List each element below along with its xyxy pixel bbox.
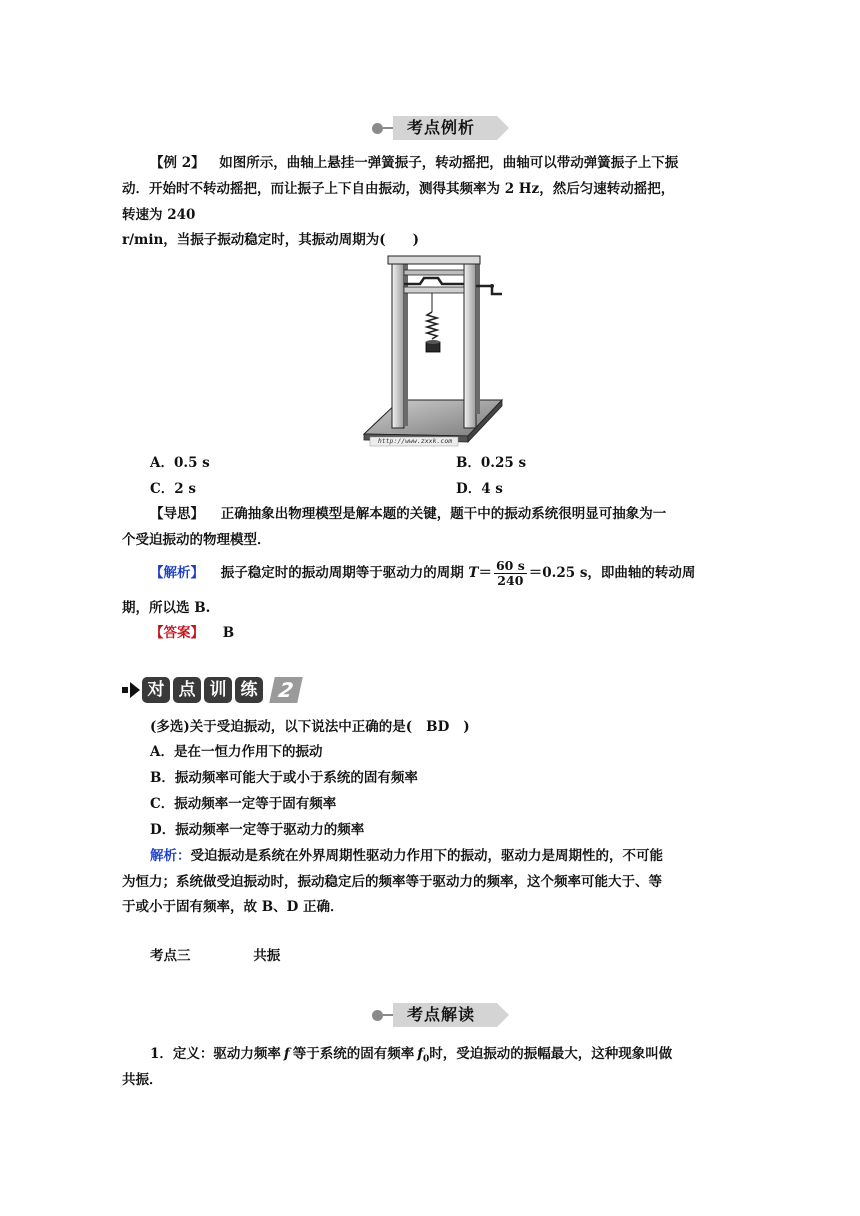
solution-line-2: 为恒力；系统做受迫振动时，振动稳定后的频率等于驱动力的频率，这个频率可能大于、等: [122, 874, 662, 890]
analysis-label: 【解析】: [150, 565, 204, 581]
section-heading: [150, 945, 280, 967]
spring-oscillator-figure: [360, 254, 504, 450]
guide-label: 【导思】: [150, 506, 204, 522]
analysis-line-2: 期，所以选 B.: [122, 600, 211, 616]
section-banner-interpretation: [372, 1002, 497, 1028]
figure-watermark: http://www.zxxk.com: [377, 437, 453, 445]
option-d: D．4 s: [456, 481, 503, 497]
arrow-right-icon: [130, 682, 140, 698]
guide-line-1: 【导思】 正确抽象出物理模型是解本题的关键，题干中的振动系统很明显可抽象为一: [150, 506, 667, 522]
option-c: C．2 s: [150, 481, 196, 497]
analysis-line-1: 【解析】 振子稳定时的振动周期等于驱动力的周期 T＝ $\frac{60 s}{240}$ ＝0.25 s，即曲轴的转动周: [150, 558, 696, 588]
definition-line-2: 共振．: [122, 1072, 163, 1088]
section-number: 考点三: [150, 948, 191, 964]
bullet-dot-icon: [372, 123, 383, 134]
answer-line: [150, 622, 234, 644]
training-number: 2: [269, 677, 303, 703]
example-line-2: 动．开始时不转动摇把，而让振子上下自由振动，测得其频率为 2 Hz，然后匀速转动摇把，: [122, 181, 675, 197]
section-title: 共振: [253, 948, 281, 964]
option-b: B．0.25 s: [456, 455, 527, 471]
fraction: $\frac{60 s}{240}$: [495, 558, 525, 588]
banner-title: 考点解读: [393, 1003, 497, 1027]
answer-label: 【答案】: [150, 625, 204, 641]
solution-line-1: 解析：受迫振动是系统在外界周期性驱动力作用下的振动，驱动力是周期性的，不可能: [150, 848, 663, 864]
crank-spring-diagram: [360, 254, 504, 450]
question-option-a: A．是在一恒力作用下的振动: [150, 744, 323, 760]
question-option-d: D．振动频率一定等于驱动力的频率: [150, 822, 365, 838]
training-banner: [122, 676, 300, 704]
example-line-3: 转速为 240: [122, 207, 196, 223]
option-a: A．0.5 s: [150, 455, 210, 471]
section-banner-example: [372, 115, 497, 141]
example-line-4: r/min，当振子振动稳定时，其振动周期为( ): [122, 232, 420, 248]
solution-line-3: 于或小于固有频率，故 B、D 正确．: [122, 899, 344, 915]
question-stem: (多选)关于受迫振动，以下说法中正确的是( BD ): [150, 719, 470, 735]
question-option-c: C．振动频率一定等于固有频率: [150, 796, 337, 812]
training-char: 练: [235, 677, 263, 703]
example-label: 【例 2】: [150, 155, 205, 171]
question-answer: BD: [426, 719, 450, 735]
training-char: 对: [142, 677, 170, 703]
solution-label: 解析：: [150, 848, 191, 864]
answer-value: B: [222, 625, 235, 641]
example-line-1: 【例 2】 如图所示，曲轴上悬挂一弹簧振子，转动摇把，曲轴可以带动弹簧振子上下振: [150, 155, 679, 171]
banner-title: 考点例析: [393, 116, 497, 140]
question-option-b: B．振动频率可能大于或小于系统的固有频率: [150, 770, 418, 786]
training-char: 点: [173, 677, 201, 703]
bullet-dot-icon: [372, 1010, 383, 1021]
training-char: 训: [204, 677, 232, 703]
definition-line-1: 1．定义：驱动力频率 f 等于系统的固有频率 $f_0$时，受迫振动的振幅最大，这种现象叫做: [150, 1046, 673, 1065]
guide-line-2: 个受迫振动的物理模型．: [122, 532, 271, 548]
